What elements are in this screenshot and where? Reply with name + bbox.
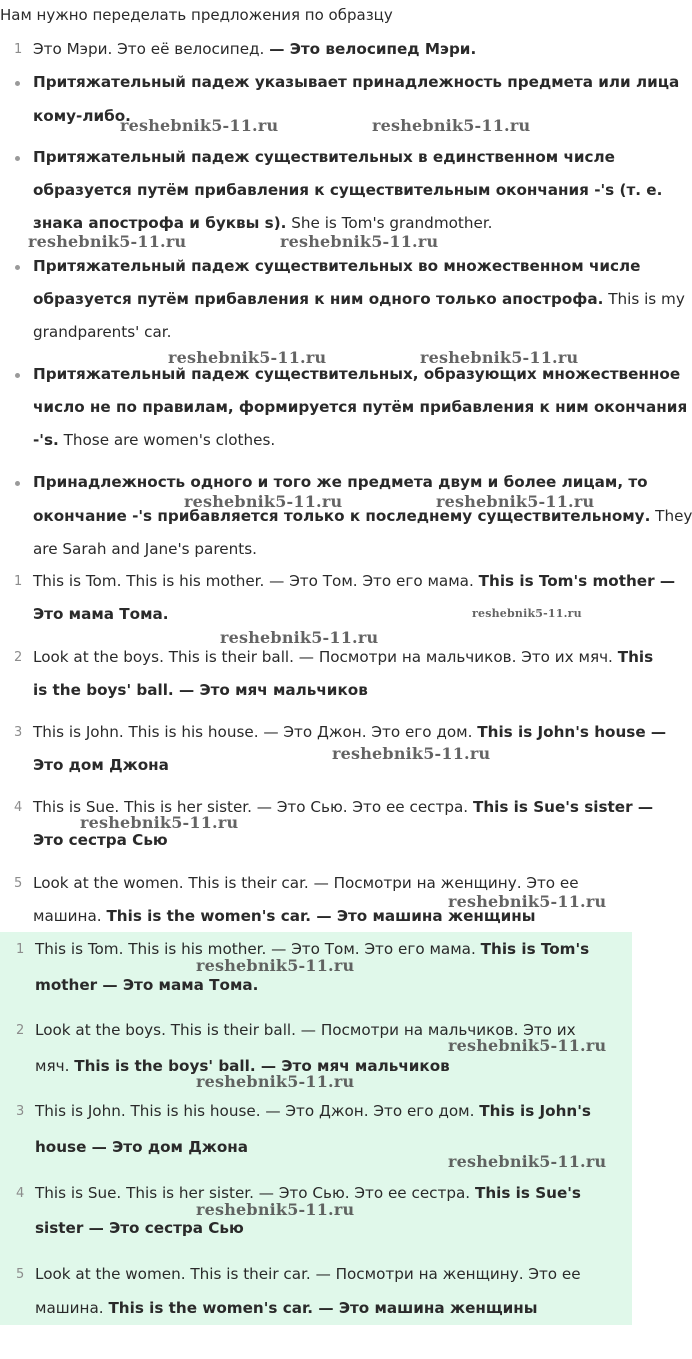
rule-example: This is my [608, 290, 685, 308]
watermark: reshebnik5-11.ru [420, 348, 579, 367]
list-number: 1 [14, 42, 23, 57]
answer-bold: This is John's [479, 1102, 591, 1120]
rule-text: Принадлежность одного и того же предмета двум и более лицам, то [33, 473, 648, 491]
watermark: reshebnik5-11.ru [472, 607, 582, 620]
list-number: 1 [14, 574, 23, 589]
list-number: 3 [16, 1104, 25, 1119]
bullet-icon [15, 156, 20, 161]
rule-example: Those are women's clothes. [63, 431, 276, 449]
watermark: reshebnik5-11.ru [196, 956, 355, 975]
list-number: 2 [14, 650, 23, 665]
answer-bold: This is John's house — [477, 723, 667, 741]
answer-text: мяч. [35, 1057, 70, 1075]
list-number: 1 [16, 942, 25, 957]
example-bold: — Это велосипед Мэри. [269, 40, 477, 58]
rule-example: She is Tom's grandmother. [291, 214, 493, 232]
watermark: reshebnik5-11.ru [196, 1200, 355, 1219]
rule-text: число не по правилам, формируется путём прибавления к ним окончания [33, 398, 688, 416]
answer-bold: is the boys' ball. — Это мяч мальчиков [33, 681, 368, 699]
watermark: reshebnik5-11.ru [448, 892, 607, 911]
answer-bold: This [617, 648, 654, 666]
rule-text: Притяжательный падеж существительных во множественном числе [33, 257, 641, 275]
rule-text: -'s. [33, 431, 59, 449]
answer-bold: This is the women's car. — Это машина женщины [106, 907, 536, 925]
watermark: reshebnik5-11.ru [280, 232, 439, 251]
bullet-icon [15, 481, 20, 486]
rule-text: образуется путём прибавления к существительным окончания -'s (т. е. [33, 181, 663, 199]
answer-text: This is Tom. This is his mother. — Это Том. Это его мама. [33, 572, 474, 590]
answer-text: This is Tom. This is his mother. — Это Том. Это его мама. [35, 940, 476, 958]
rule-text: окончание -'s прибавляется только к последнему существительному. [33, 507, 651, 525]
watermark: reshebnik5-11.ru [448, 1036, 607, 1055]
watermark: reshebnik5-11.ru [168, 348, 327, 367]
answer-text: Look at the women. This is their car. — Посмотри на женщину. Это ее [35, 1265, 581, 1283]
watermark: reshebnik5-11.ru [448, 1152, 607, 1171]
answer-text: Look at the boys. This is their ball. — Посмотри на мальчиков. Это их [35, 1021, 576, 1039]
answer-bold: This is the boys' ball. — Это мяч мальчиков [74, 1057, 450, 1075]
answer-bold: mother — Это мама Тома. [35, 976, 259, 994]
answer-text: This is Sue. This is her sister. — Это Сью. Это ее сестра. [35, 1184, 471, 1202]
rule-example: grandparents' car. [33, 323, 172, 341]
rule-text: Притяжательный падеж указывает принадлежность предмета или лица [33, 73, 680, 91]
watermark: reshebnik5-11.ru [372, 116, 531, 135]
rule-text: знака апострофа и буквы s). [33, 214, 287, 232]
watermark: reshebnik5-11.ru [196, 1072, 355, 1091]
rule-text: образуется путём прибавления к ним одного только апострофа. [33, 290, 604, 308]
example-plain: Это Мэри. Это её велосипед. [33, 40, 265, 58]
answer-text: This is John. This is his house. — Это Джон. Это его дом. [35, 1102, 475, 1120]
bullet-icon [15, 81, 20, 86]
watermark: reshebnik5-11.ru [80, 813, 239, 832]
answer-bold: house — Это дом Джона [35, 1138, 249, 1156]
list-number: 2 [16, 1023, 25, 1038]
answer-text: This is Sue. This is her sister. — Это Сью. Это ее сестра. [33, 798, 469, 816]
rule-example: They [655, 507, 692, 525]
answer-bold: This is Tom's [480, 940, 590, 958]
answer-bold: Это сестра Сью [33, 831, 168, 849]
watermark: reshebnik5-11.ru [184, 492, 343, 511]
answer-text: This is John. This is his house. — Это Джон. Это его дом. [33, 723, 473, 741]
rule-text: кому-либо. [33, 107, 131, 125]
rule-text: Притяжательный падеж существительных в единственном числе [33, 148, 615, 166]
rule-text: Притяжательный падеж существительных, образующих множественное [33, 365, 681, 383]
list-number: 4 [14, 800, 23, 815]
list-number: 3 [14, 725, 23, 740]
intro-text: Нам нужно переделать предложения по образцу [0, 6, 393, 24]
answer-bold: This is Sue's sister — [472, 798, 654, 816]
answer-text: машина. [33, 907, 102, 925]
watermark: reshebnik5-11.ru [436, 492, 595, 511]
list-number: 4 [16, 1186, 25, 1201]
list-number: 5 [16, 1267, 25, 1282]
list-number: 5 [14, 876, 23, 891]
watermark: reshebnik5-11.ru [28, 232, 187, 251]
answer-text: Look at the boys. This is their ball. — Посмотри на мальчиков. Это их мяч. [33, 648, 613, 666]
rule-example: are Sarah and Jane's parents. [33, 540, 257, 558]
watermark: reshebnik5-11.ru [120, 116, 279, 135]
bullet-icon [15, 265, 20, 270]
answer-bold: This is the women's car. — Это машина женщины [108, 1299, 538, 1317]
answer-bold: This is Tom's mother — [478, 572, 676, 590]
answer-bold: Это дом Джона [33, 756, 169, 774]
answer-bold: sister — Это сестра Сью [35, 1219, 244, 1237]
answer-text: Look at the women. This is their car. — Посмотри на женщину. Это ее [33, 874, 579, 892]
watermark: reshebnik5-11.ru [220, 628, 379, 647]
answer-bold: This is Sue's [474, 1184, 581, 1202]
answer-bold: Это мама Тома. [33, 605, 169, 623]
watermark: reshebnik5-11.ru [332, 744, 491, 763]
answer-text: машина. [35, 1299, 104, 1317]
bullet-icon [15, 373, 20, 378]
